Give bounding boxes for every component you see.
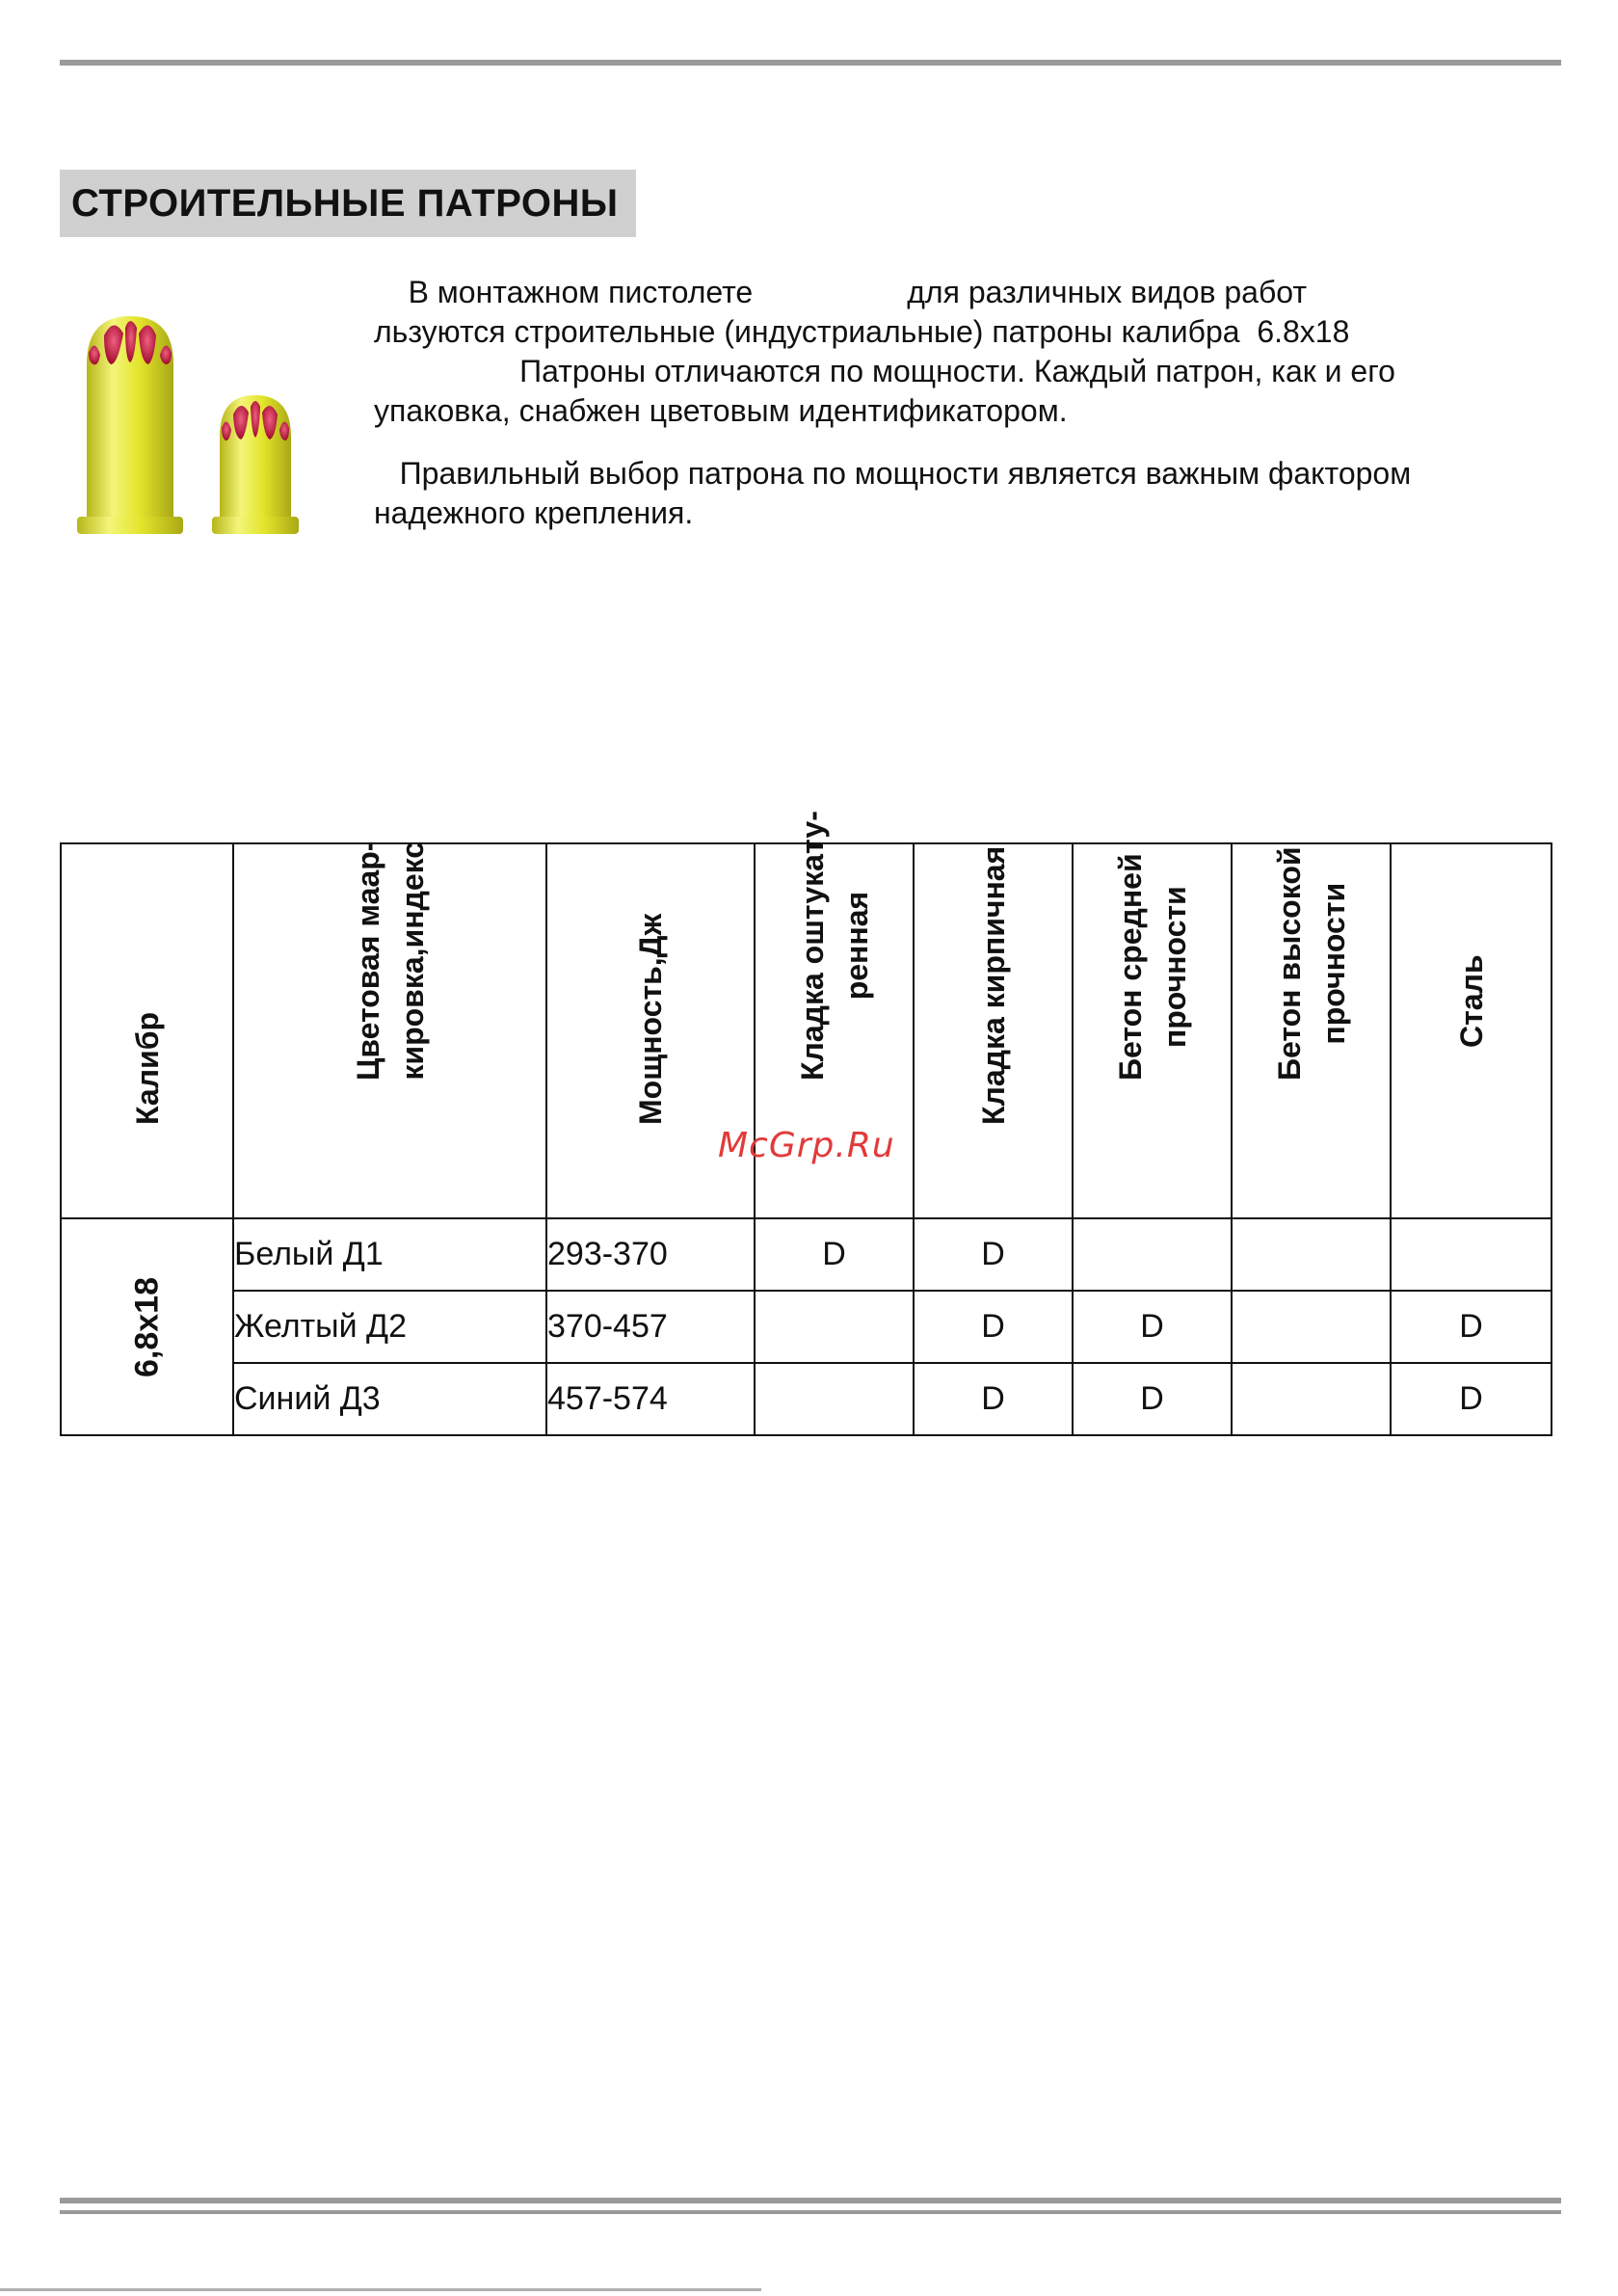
mark-cell	[1073, 1218, 1232, 1291]
table-row	[61, 1291, 1552, 1363]
mark-cell	[755, 1291, 914, 1363]
section-heading: СТРОИТЕЛЬНЫЕ ПАТРОНЫ	[60, 170, 636, 237]
intro-line: упаковка, снабжен цветовым идентификатором.	[374, 393, 1068, 428]
mark-cell	[1232, 1291, 1391, 1363]
header-color-line: кировка,индекс	[394, 841, 430, 1081]
header-color	[233, 843, 546, 1218]
table-row	[61, 1218, 1552, 1291]
header-color-line: Цветовая маар-	[350, 841, 385, 1081]
header-power-line: Мощность,Дж	[633, 913, 668, 1125]
mark-cell: D	[914, 1363, 1073, 1435]
bottom-rule	[60, 2210, 1561, 2214]
intro-line: Правильный выбор патрона по мощности является важным фактором	[374, 456, 1412, 491]
header-medium-concrete	[1073, 843, 1232, 1218]
header-steel	[1391, 843, 1552, 1218]
header-brick-masonry	[914, 843, 1073, 1218]
mark-cell: D	[914, 1291, 1073, 1363]
watermark: McGrp.Ru	[718, 1126, 895, 1165]
power-cell: 457-574	[546, 1363, 755, 1435]
caliber-cell	[61, 1218, 233, 1435]
mark-cell: D	[1073, 1291, 1232, 1363]
intro-text	[374, 273, 1561, 533]
mark-cell	[1232, 1218, 1391, 1291]
header-plastered-masonry-line: Кладка оштукату-	[794, 811, 830, 1081]
header-brick-masonry-line: Кладка кирпичная	[975, 845, 1011, 1125]
header-high-concrete-line: прочности	[1315, 882, 1351, 1045]
mark-cell	[755, 1363, 914, 1435]
header-steel-line: Сталь	[1453, 954, 1489, 1048]
short-cartridge-icon	[212, 395, 299, 534]
header-medium-concrete-line: Бетон средней	[1112, 853, 1148, 1081]
intro-line: надежного крепления.	[374, 495, 694, 530]
mark-cell: D	[1073, 1363, 1232, 1435]
header-high-concrete	[1232, 843, 1391, 1218]
table-row	[61, 1363, 1552, 1435]
mark-cell: D	[1391, 1291, 1552, 1363]
color-cell: Синий Д3	[233, 1363, 546, 1435]
footer-rule	[0, 2288, 761, 2291]
power-cell: 293-370	[546, 1218, 755, 1291]
mark-cell	[1391, 1218, 1552, 1291]
caliber-value: 6,8х18	[128, 1276, 165, 1377]
header-plastered-masonry-line: ренная	[838, 891, 874, 1001]
color-cell: Белый Д1	[233, 1218, 546, 1291]
intro-line: льзуются строительные (индустриальные) патроны калибра 6.8х18	[374, 314, 1350, 349]
header-high-concrete-line: Бетон высокой	[1271, 846, 1307, 1081]
mark-cell: D	[755, 1218, 914, 1291]
mark-cell: D	[914, 1218, 1073, 1291]
mark-cell	[1232, 1363, 1391, 1435]
color-cell: Желтый Д2	[233, 1291, 546, 1363]
header-caliber-line: Калибр	[129, 1011, 165, 1125]
header-medium-concrete-line: прочности	[1156, 886, 1192, 1049]
tall-cartridge-icon	[77, 316, 183, 534]
intro-line: Патроны отличаются по мощности. Каждый патрон, как и его	[374, 354, 1395, 388]
top-rule	[60, 60, 1561, 66]
power-cell: 370-457	[546, 1291, 755, 1363]
intro-line: В монтажном пистолете для различных видов работ	[374, 275, 1308, 309]
header-caliber	[61, 843, 233, 1218]
bottom-rule	[60, 2198, 1561, 2203]
mark-cell: D	[1391, 1363, 1552, 1435]
cartridges-illustration	[67, 307, 328, 547]
